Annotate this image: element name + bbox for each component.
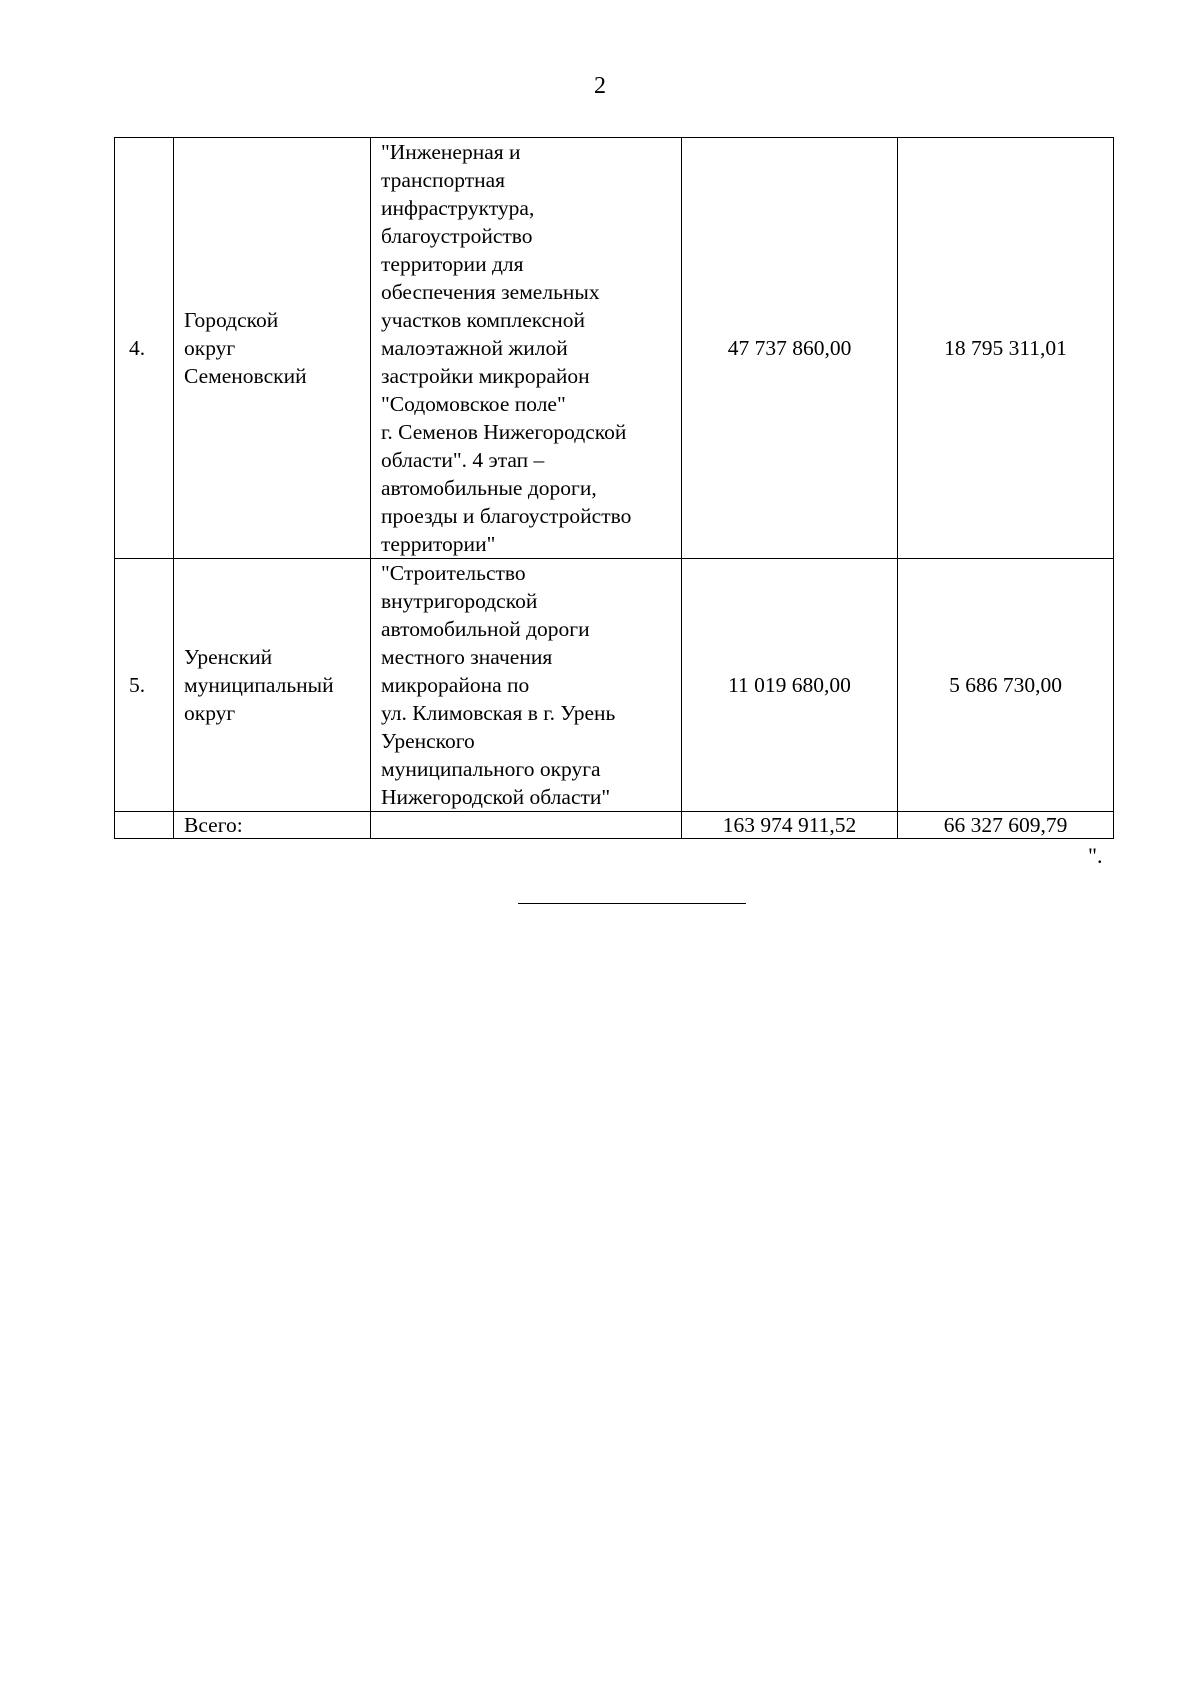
amount-1-cell: 47 737 860,00 — [682, 138, 898, 559]
object-line: г. Семенов Нижегородской — [381, 420, 627, 444]
object-line: "Инженерная и — [381, 140, 521, 164]
end-of-document-line — [518, 903, 746, 904]
table-row — [115, 138, 1114, 559]
object-line: территории для — [381, 252, 524, 276]
municipality-line: округ — [184, 336, 236, 360]
object-line: благоустройство — [381, 224, 533, 248]
object-cell — [371, 559, 682, 812]
object-line: "Строительство — [381, 561, 526, 585]
object-cell — [371, 138, 682, 559]
municipality-line: Уренский — [184, 645, 273, 669]
object-line: инфраструктура, — [381, 196, 535, 220]
object-line: обеспечения земельных — [381, 280, 600, 304]
object-line: Нижегородской области" — [381, 785, 611, 809]
table-row — [115, 559, 1114, 812]
object-line: малоэтажной жилой — [381, 336, 568, 360]
total-label: Всего: — [174, 812, 371, 839]
object-line: участков комплексной — [381, 308, 585, 332]
closing-quote-mark: ". — [1088, 843, 1103, 868]
object-line: территории" — [381, 532, 496, 556]
municipality-cell — [174, 138, 371, 559]
amount-1-cell: 11 019 680,00 — [682, 559, 898, 812]
object-line: транспортная — [381, 168, 506, 192]
object-line: муниципального округа — [381, 757, 601, 781]
object-line: автомобильные дороги, — [381, 476, 597, 500]
total-number-cell — [115, 812, 174, 839]
object-line: "Содомовское поле" — [381, 392, 566, 416]
object-line: микрорайона по — [381, 673, 530, 697]
total-object-cell — [371, 812, 682, 839]
municipality-line: округ — [184, 701, 236, 725]
row-number: 4. — [115, 138, 174, 559]
object-line: застройки микрорайон — [381, 364, 590, 388]
object-line: автомобильной дороги — [381, 617, 590, 641]
object-line: внутригородской — [381, 589, 538, 613]
total-row — [115, 812, 1114, 839]
funding-table — [114, 137, 1114, 839]
object-line: Уренского — [381, 729, 475, 753]
page-number: 2 — [594, 73, 606, 99]
total-amount-1: 163 974 911,52 — [682, 812, 898, 839]
amount-2-cell: 5 686 730,00 — [898, 559, 1114, 812]
object-line: области". 4 этап – — [381, 448, 545, 472]
object-line: местного значения — [381, 645, 553, 669]
municipality-line: Семеновский — [184, 364, 307, 388]
municipality-line: муниципальный — [184, 673, 334, 697]
amount-2-cell: 18 795 311,01 — [898, 138, 1114, 559]
object-line: ул. Климовская в г. Урень — [381, 701, 616, 725]
row-number: 5. — [115, 559, 174, 812]
total-amount-2: 66 327 609,79 — [898, 812, 1114, 839]
municipality-cell — [174, 559, 371, 812]
municipality-line: Городской — [184, 308, 279, 332]
object-line: проезды и благоустройство — [381, 504, 632, 528]
